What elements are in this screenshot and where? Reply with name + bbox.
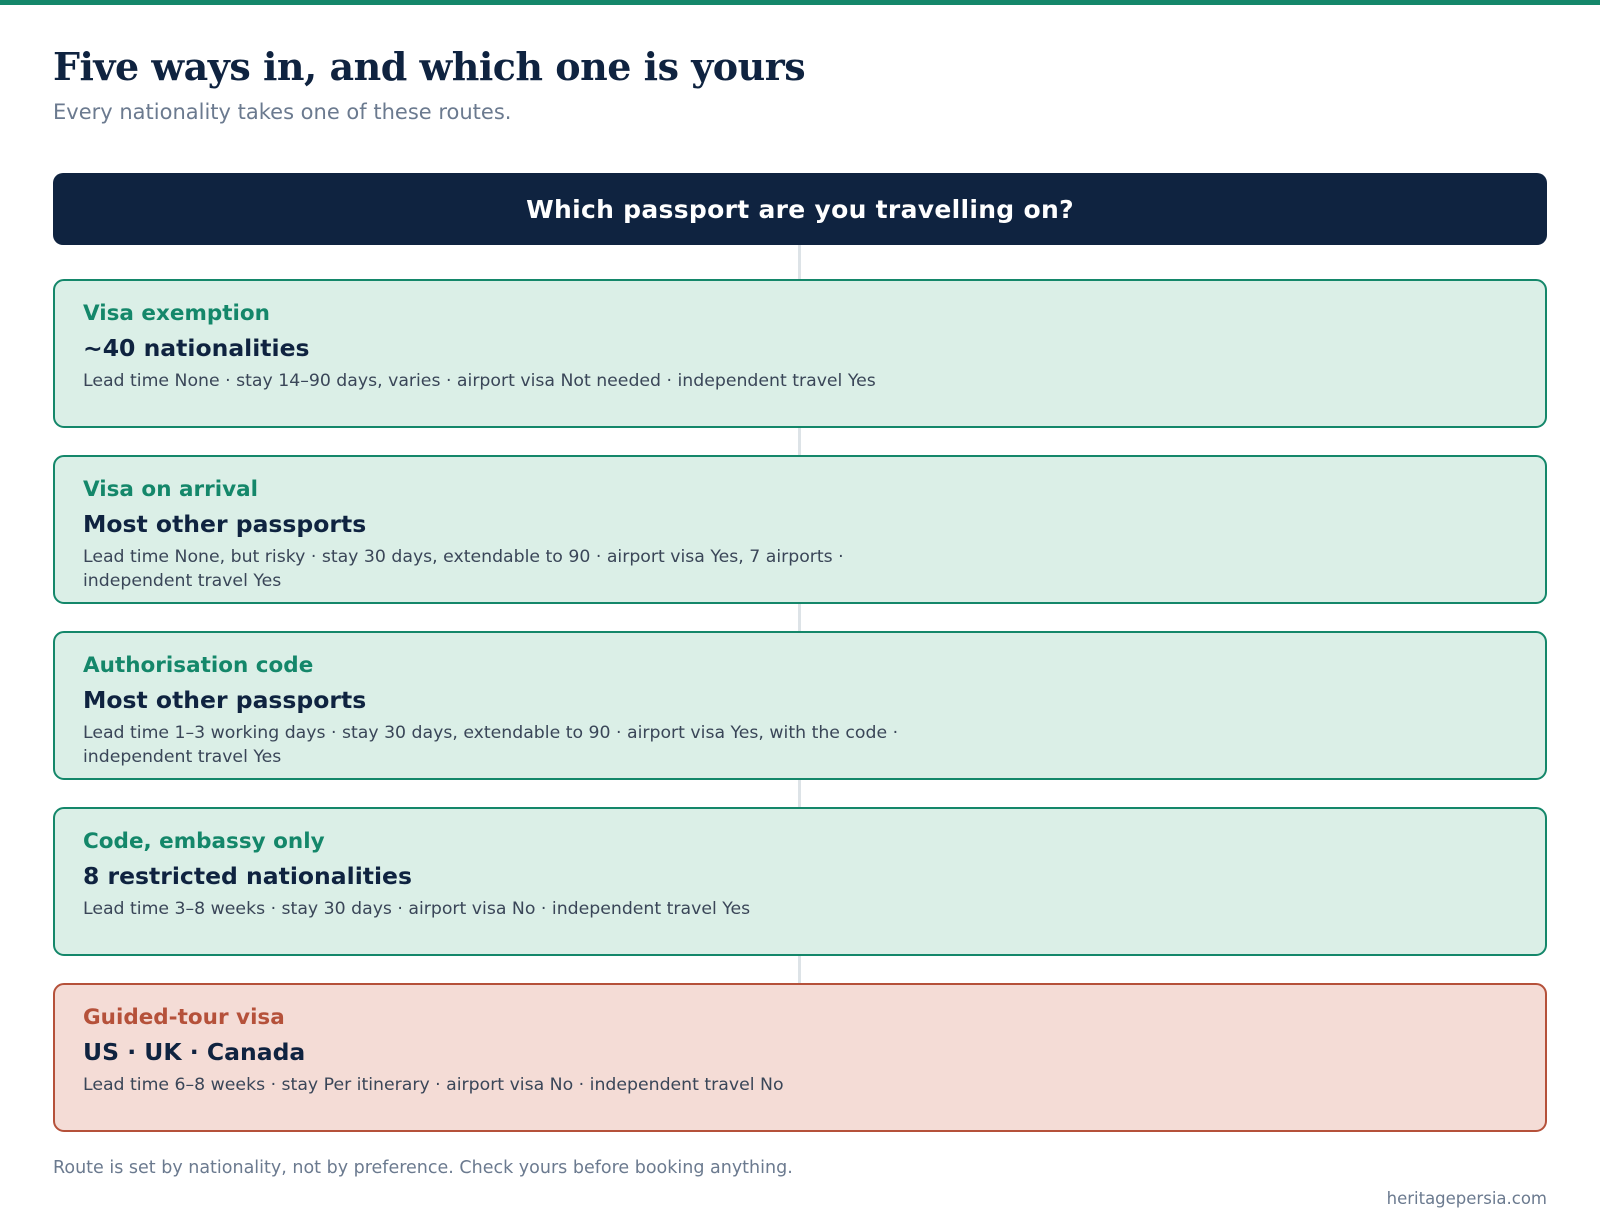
route-card-authorisation-code [53, 631, 1547, 780]
connector-line [798, 954, 801, 983]
route-label: Guided-tour visa [83, 1005, 285, 1030]
route-card-visa-exemption [53, 279, 1547, 428]
connector-line [798, 245, 801, 280]
route-nationalities: Most other passports [83, 510, 367, 538]
connector-line [798, 602, 801, 631]
route-card-visa-on-arrival [53, 455, 1547, 604]
route-nationalities: 8 restricted nationalities [83, 862, 412, 890]
source-credit: heritagepersia.com [1386, 1189, 1547, 1208]
question-node [53, 173, 1547, 245]
route-card-guided-tour-visa [53, 983, 1547, 1132]
route-nationalities: US · UK · Canada [83, 1038, 306, 1066]
footnote: Route is set by nationality, not by preference. Check yours before booking anything. [53, 1158, 793, 1178]
route-label: Visa exemption [83, 301, 270, 326]
route-details: Lead time 1–3 working days · stay 30 days, extendable to 90 · airport visa Yes, with the code · independent travel Yes [83, 723, 899, 767]
route-details: Lead time 3–8 weeks · stay 30 days · airport visa No · independent travel Yes [83, 899, 751, 919]
page-title: Five ways in, and which one is yours [53, 44, 806, 89]
page-subtitle: Every nationality takes one of these routes. [53, 100, 512, 124]
question-text: Which passport are you travelling on? [526, 194, 1074, 224]
route-card-code-embassy-only [53, 807, 1547, 956]
route-label: Visa on arrival [83, 477, 258, 502]
route-details: Lead time 6–8 weeks · stay Per itinerary · airport visa No · independent travel No [83, 1075, 784, 1095]
connector-line [798, 778, 801, 807]
route-details: Lead time None · stay 14–90 days, varies · airport visa Not needed · independent travel Yes [83, 371, 876, 391]
route-details: Lead time None, but risky · stay 30 days, extendable to 90 · airport visa Yes, 7 airports · independent travel Yes [83, 547, 844, 591]
route-nationalities: Most other passports [83, 686, 367, 714]
connector-line [798, 426, 801, 455]
top-accent-bar [0, 0, 1600, 5]
route-label: Authorisation code [83, 653, 314, 678]
route-nationalities: ~40 nationalities [83, 334, 310, 362]
route-label: Code, embassy only [83, 829, 325, 854]
